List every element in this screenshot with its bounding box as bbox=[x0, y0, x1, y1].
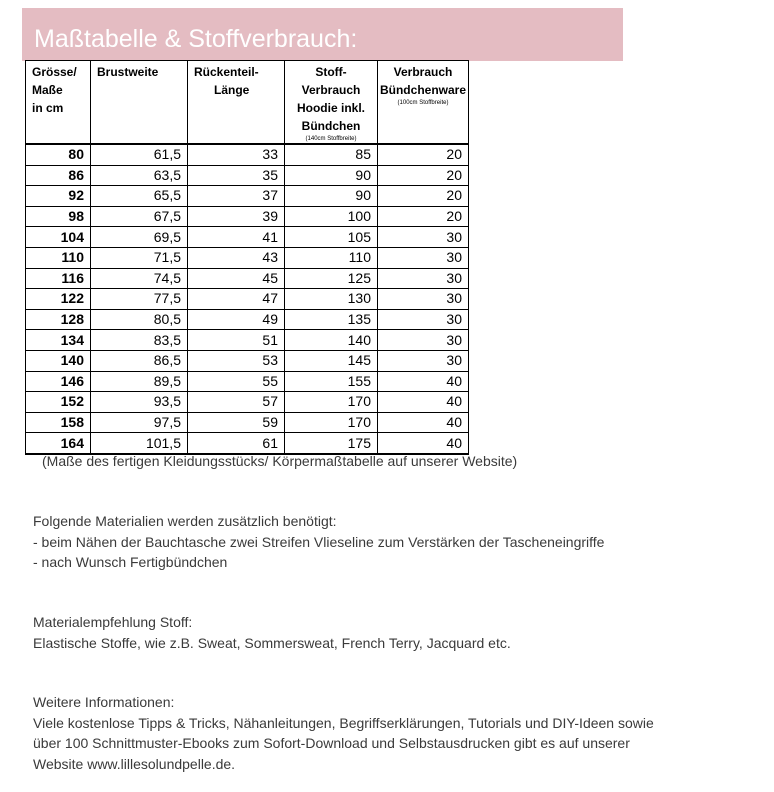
info-line: Website www.lillesolundpelle.de. bbox=[33, 755, 236, 772]
back-length-cell: 53 bbox=[188, 350, 285, 371]
size-cell: 80 bbox=[26, 144, 91, 165]
cuff-cell: 40 bbox=[378, 392, 469, 413]
cuff-cell: 30 bbox=[378, 309, 469, 330]
table-row bbox=[26, 144, 469, 165]
size-cell: 146 bbox=[26, 371, 91, 392]
table-row bbox=[26, 165, 469, 186]
materials-heading: Folgende Materialien werden zusätzlich benötigt: bbox=[33, 513, 337, 529]
back-length-cell: 39 bbox=[188, 206, 285, 227]
cuff-cell: 30 bbox=[378, 330, 469, 351]
size-cell: 152 bbox=[26, 392, 91, 413]
header-fabric-line: Bündchen bbox=[301, 119, 361, 133]
fabric-cell: 170 bbox=[285, 392, 378, 413]
size-cell: 110 bbox=[26, 247, 91, 268]
fabric-cell: 90 bbox=[285, 165, 378, 186]
fabric-cell: 85 bbox=[285, 144, 378, 165]
header-fabric-line: Stoff- bbox=[315, 65, 347, 79]
chest-cell: 77,5 bbox=[91, 289, 188, 310]
header-chest-label: Brustweite bbox=[97, 65, 159, 79]
cuff-cell: 20 bbox=[378, 144, 469, 165]
back-length-cell: 47 bbox=[188, 289, 285, 310]
cuff-cell: 40 bbox=[378, 371, 469, 392]
size-cell: 116 bbox=[26, 268, 91, 289]
back-length-cell: 55 bbox=[188, 371, 285, 392]
chest-cell: 83,5 bbox=[91, 330, 188, 351]
table-row bbox=[26, 227, 469, 248]
table-footnote: (Maße des fertigen Kleidungsstücks/ Körpermaßtabelle auf unserer Website) bbox=[42, 453, 518, 469]
fabric-cell: 175 bbox=[285, 433, 378, 454]
size-cell: 122 bbox=[26, 289, 91, 310]
header-cuff-line: Verbrauch bbox=[393, 65, 453, 79]
chest-cell: 69,5 bbox=[91, 227, 188, 248]
page-title: Maßtabelle & Stoffverbrauch: bbox=[34, 25, 358, 53]
fabric-cell: 155 bbox=[285, 371, 378, 392]
back-length-cell: 59 bbox=[188, 412, 285, 433]
chest-cell: 89,5 bbox=[91, 371, 188, 392]
back-length-cell: 33 bbox=[188, 144, 285, 165]
cuff-cell: 40 bbox=[378, 433, 469, 454]
header-back-line: Rückenteil- bbox=[194, 65, 259, 79]
fabric-cell: 135 bbox=[285, 309, 378, 330]
fabric-cell: 110 bbox=[285, 247, 378, 268]
table-row bbox=[26, 433, 469, 454]
cuff-cell: 30 bbox=[378, 289, 469, 310]
back-length-cell: 45 bbox=[188, 268, 285, 289]
size-cell: 164 bbox=[26, 433, 91, 454]
table-body bbox=[26, 144, 469, 454]
back-length-cell: 49 bbox=[188, 309, 285, 330]
chest-cell: 101,5 bbox=[91, 433, 188, 454]
size-cell: 134 bbox=[26, 330, 91, 351]
fabric-cell: 170 bbox=[285, 412, 378, 433]
fabric-cell: 105 bbox=[285, 227, 378, 248]
table-row bbox=[26, 186, 469, 207]
header-back-line: Länge bbox=[214, 83, 250, 97]
back-length-cell: 37 bbox=[188, 186, 285, 207]
back-length-cell: 57 bbox=[188, 392, 285, 413]
chest-cell: 67,5 bbox=[91, 206, 188, 227]
materials-section bbox=[33, 511, 604, 573]
size-cell: 98 bbox=[26, 206, 91, 227]
header-cuff-note: (100cm Stoffbreite) bbox=[397, 100, 449, 106]
size-cell: 104 bbox=[26, 227, 91, 248]
table-row bbox=[26, 350, 469, 371]
header-cuff bbox=[378, 61, 469, 145]
title-banner bbox=[22, 8, 623, 61]
header-fabric-note: (140cm Stoffbreite) bbox=[305, 136, 357, 142]
table-row bbox=[26, 268, 469, 289]
header-chest bbox=[91, 61, 188, 145]
fabric-cell: 90 bbox=[285, 186, 378, 207]
header-size bbox=[26, 61, 91, 145]
size-cell: 128 bbox=[26, 309, 91, 330]
cuff-cell: 30 bbox=[378, 247, 469, 268]
table-row bbox=[26, 371, 469, 392]
fabric-cell: 140 bbox=[285, 330, 378, 351]
info-heading: Weitere Informationen: bbox=[33, 694, 175, 710]
table-header-row bbox=[26, 61, 469, 145]
fabric-cell: 100 bbox=[285, 206, 378, 227]
fabric-recommendation-heading: Materialempfehlung Stoff: bbox=[33, 614, 193, 630]
back-length-cell: 51 bbox=[188, 330, 285, 351]
table-row bbox=[26, 309, 469, 330]
size-table bbox=[25, 60, 469, 455]
cuff-cell: 30 bbox=[378, 227, 469, 248]
size-cell: 158 bbox=[26, 412, 91, 433]
cuff-cell: 30 bbox=[378, 350, 469, 371]
size-cell: 92 bbox=[26, 186, 91, 207]
table-row bbox=[26, 412, 469, 433]
materials-item: - nach Wunsch Fertigbündchen bbox=[33, 554, 228, 570]
back-length-cell: 41 bbox=[188, 227, 285, 248]
fabric-recommendation-section bbox=[33, 612, 511, 653]
chest-cell: 74,5 bbox=[91, 268, 188, 289]
table-row bbox=[26, 392, 469, 413]
header-size-line: Maße bbox=[32, 83, 63, 97]
materials-item: - beim Nähen der Bauchtasche zwei Streifen Vlieseline zum Verstärken der Tascheneingriffe bbox=[33, 533, 605, 550]
table-row bbox=[26, 289, 469, 310]
cuff-cell: 20 bbox=[378, 206, 469, 227]
table-row bbox=[26, 330, 469, 351]
chest-cell: 86,5 bbox=[91, 350, 188, 371]
table-row bbox=[26, 247, 469, 268]
info-line: über 100 Schnittmuster-Ebooks zum Sofort-Download und Selbstausdrucken gibt es auf unserer bbox=[33, 735, 630, 751]
chest-cell: 61,5 bbox=[91, 144, 188, 165]
fabric-cell: 125 bbox=[285, 268, 378, 289]
cuff-cell: 20 bbox=[378, 186, 469, 207]
chest-cell: 63,5 bbox=[91, 165, 188, 186]
header-back-length bbox=[188, 61, 285, 145]
cuff-cell: 40 bbox=[378, 412, 469, 433]
header-fabric-line: Hoodie inkl. bbox=[296, 101, 365, 115]
chest-cell: 97,5 bbox=[91, 412, 188, 433]
chest-cell: 93,5 bbox=[91, 392, 188, 413]
header-fabric bbox=[285, 61, 378, 145]
chest-cell: 71,5 bbox=[91, 247, 188, 268]
header-fabric-line: Verbrauch bbox=[301, 83, 361, 97]
table-row bbox=[26, 206, 469, 227]
fabric-recommendation-text: Elastische Stoffe, wie z.B. Sweat, Sommersweat, French Terry, Jacquard etc. bbox=[33, 634, 511, 651]
size-cell: 86 bbox=[26, 165, 91, 186]
size-cell: 140 bbox=[26, 350, 91, 371]
back-length-cell: 35 bbox=[188, 165, 285, 186]
cuff-cell: 30 bbox=[378, 268, 469, 289]
info-line: Viele kostenlose Tipps & Tricks, Nähanleitungen, Begriffserklärungen, Tutorials und DIY-Ideen sowie bbox=[33, 714, 654, 731]
fabric-cell: 130 bbox=[285, 289, 378, 310]
header-cuff-line: Bündchenware bbox=[379, 83, 466, 97]
info-section bbox=[33, 692, 654, 774]
back-length-cell: 43 bbox=[188, 247, 285, 268]
header-size-line: in cm bbox=[32, 101, 64, 115]
cuff-cell: 20 bbox=[378, 165, 469, 186]
fabric-cell: 145 bbox=[285, 350, 378, 371]
chest-cell: 65,5 bbox=[91, 186, 188, 207]
chest-cell: 80,5 bbox=[91, 309, 188, 330]
back-length-cell: 61 bbox=[188, 433, 285, 454]
header-size-line: Grösse/ bbox=[32, 65, 77, 79]
